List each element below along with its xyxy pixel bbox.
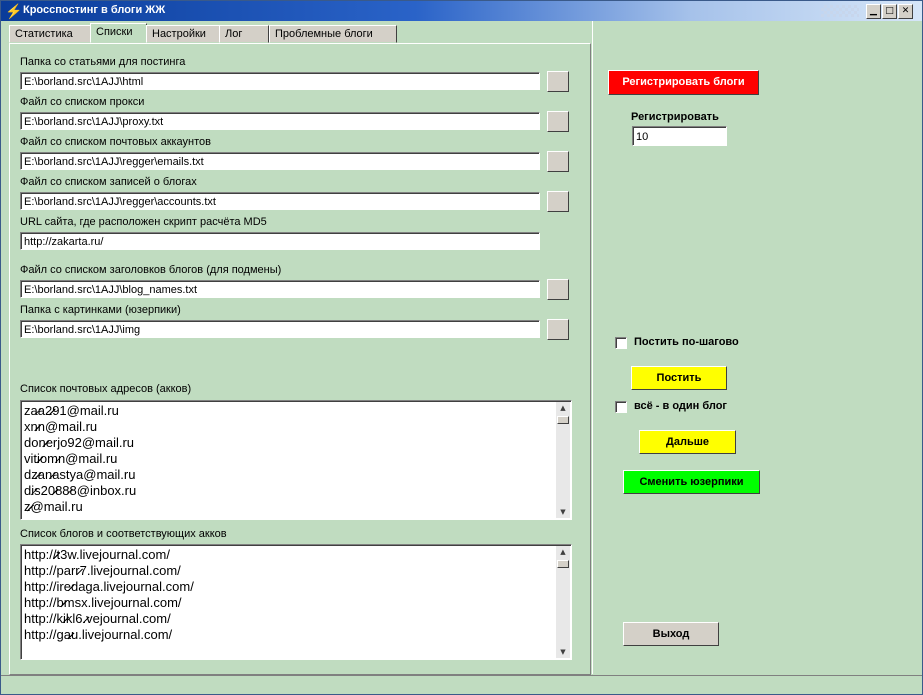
blogs-list-label: Список блогов и соответствующих акков <box>20 528 227 540</box>
list-item[interactable]: dz̷̷̷an̷̷astya@mail.ru <box>24 467 136 482</box>
list-item[interactable]: viti̷̷̷̷om̷n@mail.ru <box>24 451 118 466</box>
tab-log[interactable]: Лог <box>219 25 269 43</box>
tab-statistics[interactable]: Статистика <box>9 25 91 43</box>
md5-url-input[interactable]: http://zakarta.ru/ <box>20 232 540 250</box>
blogs-list-items <box>24 547 194 643</box>
articles-folder-label: Папка со статьями для постинга <box>20 56 186 68</box>
close-button[interactable]: ✕ <box>898 4 913 19</box>
blog-records-file-browse-button[interactable] <box>547 191 569 212</box>
status-bar <box>1 675 922 695</box>
step-post-checkbox[interactable] <box>615 337 627 349</box>
scroll-up-icon[interactable]: ▲ <box>560 548 566 556</box>
blog-titles-file-browse-button[interactable] <box>547 279 569 300</box>
blogs-scrollbar[interactable] <box>556 546 570 658</box>
emails-listbox[interactable] <box>20 400 572 520</box>
step-post-label: Постить по-шагово <box>634 336 739 348</box>
scroll-down-icon[interactable]: ▼ <box>560 648 566 656</box>
emails-list-label: Список почтовых адресов (акков) <box>20 383 192 395</box>
post-button[interactable]: Постить <box>631 366 727 390</box>
title-bar[interactable] <box>1 1 922 21</box>
list-item[interactable]: z̷̷̷̷̷̷̷̷̷̷̷̷@mail.ru <box>24 499 83 514</box>
scroll-thumb[interactable] <box>557 416 569 424</box>
blog-records-file-label: Файл со списком записей о блогах <box>20 176 197 188</box>
blogs-listbox[interactable] <box>20 544 572 660</box>
list-item[interactable]: http://parr̷̷7.livejournal.com/ <box>24 563 181 578</box>
mail-accounts-file-input[interactable]: E:\borland.src\1AJJ\regger\emails.txt <box>20 152 540 170</box>
register-blogs-button[interactable]: Регистрировать блоги <box>608 70 759 95</box>
minimize-button[interactable]: ▁ <box>866 4 881 19</box>
all-to-one-blog-checkbox[interactable] <box>615 401 627 413</box>
blog-records-file-input[interactable]: E:\borland.src\1AJJ\regger\accounts.txt <box>20 192 540 210</box>
list-item[interactable]: http://ki̷̷kl6.̷̷vejournal.com/ <box>24 611 171 626</box>
tab-lists[interactable]: Списки <box>90 23 147 43</box>
next-button[interactable]: Дальше <box>639 430 736 454</box>
register-count-label: Регистрировать <box>631 111 719 123</box>
tab-settings[interactable]: Настройки <box>146 25 220 43</box>
exit-button[interactable]: Выход <box>623 622 719 646</box>
list-item[interactable]: zа̷а2̷̷̷̷̷91@mail.ru <box>24 403 119 418</box>
emails-scrollbar[interactable] <box>556 402 570 518</box>
emails-list-items <box>24 403 136 515</box>
proxy-file-browse-button[interactable] <box>547 111 569 132</box>
list-item[interactable]: http://b̷̷̷̷̷msx.livejournal.com/ <box>24 595 182 610</box>
articles-folder-browse-button[interactable] <box>547 71 569 92</box>
list-item[interactable]: di̷s20̷̷̷88̷8@inbox.ru <box>24 483 137 498</box>
images-folder-label: Папка с картинками (юзерпики) <box>20 304 181 316</box>
scroll-thumb[interactable] <box>557 560 569 568</box>
titlebar-decoration <box>821 5 859 17</box>
scroll-up-icon[interactable]: ▲ <box>560 404 566 412</box>
proxy-file-label: Файл со списком прокси <box>20 96 145 108</box>
lists-tab-panel <box>9 43 591 675</box>
articles-folder-input[interactable]: E:\borland.src\1AJJ\html <box>20 72 540 90</box>
images-folder-browse-button[interactable] <box>547 319 569 340</box>
scroll-down-icon[interactable]: ▼ <box>560 508 566 516</box>
tab-problem-blogs[interactable]: Проблемные блоги <box>269 25 397 43</box>
change-userpics-button[interactable]: Сменить юзерпики <box>623 470 760 494</box>
blog-titles-file-input[interactable]: E:\borland.src\1AJJ\blog_names.txt <box>20 280 540 298</box>
lightning-icon: ⚡ <box>5 3 23 19</box>
proxy-file-input[interactable]: E:\borland.src\1AJJ\proxy.txt <box>20 112 540 130</box>
list-item[interactable]: http://̷̷̷̷̷t3w.livejournal.com/ <box>24 547 170 562</box>
list-item[interactable]: http://ire̷̷daga.livejournal.com/ <box>24 579 194 594</box>
register-count-input[interactable]: 10 <box>632 126 727 146</box>
blog-titles-file-label: Файл со списком заголовков блогов (для подмены) <box>20 264 282 276</box>
md5-url-label: URL сайта, где расположен скрипт расчёта MD5 <box>20 216 267 228</box>
list-item[interactable]: don̷̷̷̷erjo92@mail.ru <box>24 435 135 450</box>
images-folder-input[interactable]: E:\borland.src\1AJJ\img <box>20 320 540 338</box>
window-title: Кросспостинг в блоги ЖЖ <box>23 4 166 16</box>
mail-accounts-file-browse-button[interactable] <box>547 151 569 172</box>
list-item[interactable]: http://ga̷̷̷̷̷u.livejournal.com/ <box>24 627 173 642</box>
all-to-one-blog-label: всё - в один блог <box>634 400 728 412</box>
list-item[interactable]: xn̷̷̷̷̷n@mail.ru <box>24 419 98 434</box>
mail-accounts-file-label: Файл со списком почтовых аккаунтов <box>20 136 212 148</box>
maximize-button[interactable]: □ <box>882 4 897 19</box>
